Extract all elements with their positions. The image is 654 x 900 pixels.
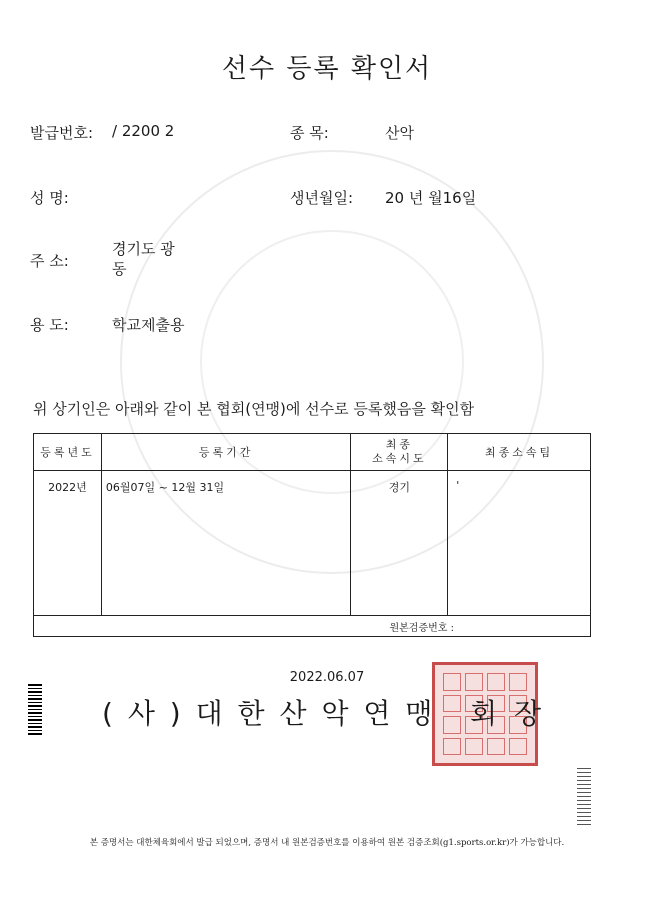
purpose-value: 학교제출용 xyxy=(112,316,185,334)
issuer-name: ( 사 ) 대 한 산 악 연 맹 xyxy=(102,697,436,730)
verify-label: 원본검증번호 : xyxy=(389,622,454,634)
cell-year: 2022년 xyxy=(34,471,102,616)
issue-date: 2022.06.07 xyxy=(289,670,365,685)
issue-no-label: 발급번호: xyxy=(30,124,94,142)
statement-text: 위 상기인은 아래와 같이 본 협회(연맹)에 선수로 등록했음을 확인함 xyxy=(33,400,475,418)
verify-row xyxy=(34,616,591,637)
name-label: 성 명: xyxy=(30,189,69,207)
address-line1: 경기도 광 xyxy=(112,240,175,258)
header-team: 최종소속팀 xyxy=(448,434,591,471)
birth-value: 20 년 월16일 xyxy=(385,189,477,207)
registration-table xyxy=(33,433,591,637)
issuer-title: 회 장 xyxy=(470,697,545,730)
barcode-icon xyxy=(577,765,591,825)
cell-province: 경기 xyxy=(351,471,448,616)
purpose-label: 용 도: xyxy=(30,316,69,334)
address-line2: 동 xyxy=(112,260,127,278)
birth-label: 생년월일: xyxy=(290,189,354,207)
issue-no-value: / 2200 2 xyxy=(112,122,175,140)
address-label: 주 소: xyxy=(30,252,69,270)
cell-team: ' xyxy=(448,471,591,616)
qr-code-icon xyxy=(28,683,42,735)
document-title: 선수 등록 확인서 xyxy=(221,54,433,84)
sport-value: 산악 xyxy=(385,124,414,142)
header-province xyxy=(351,434,448,471)
header-period: 등록기간 xyxy=(101,434,351,471)
footer-note: 본 증명서는 대한체육회에서 발급 되었으며, 증명서 내 원본검증번호를 이용하여 원본 검증조회(g1.sports.or.kr)가 가능합니다. xyxy=(89,838,565,848)
sport-label: 종 목: xyxy=(290,124,329,142)
header-year: 등록년도 xyxy=(34,434,102,471)
header-province-text: 최종 소속시도 xyxy=(372,438,427,465)
cell-period: 06월07일 ~ 12월 31일 xyxy=(101,471,351,616)
